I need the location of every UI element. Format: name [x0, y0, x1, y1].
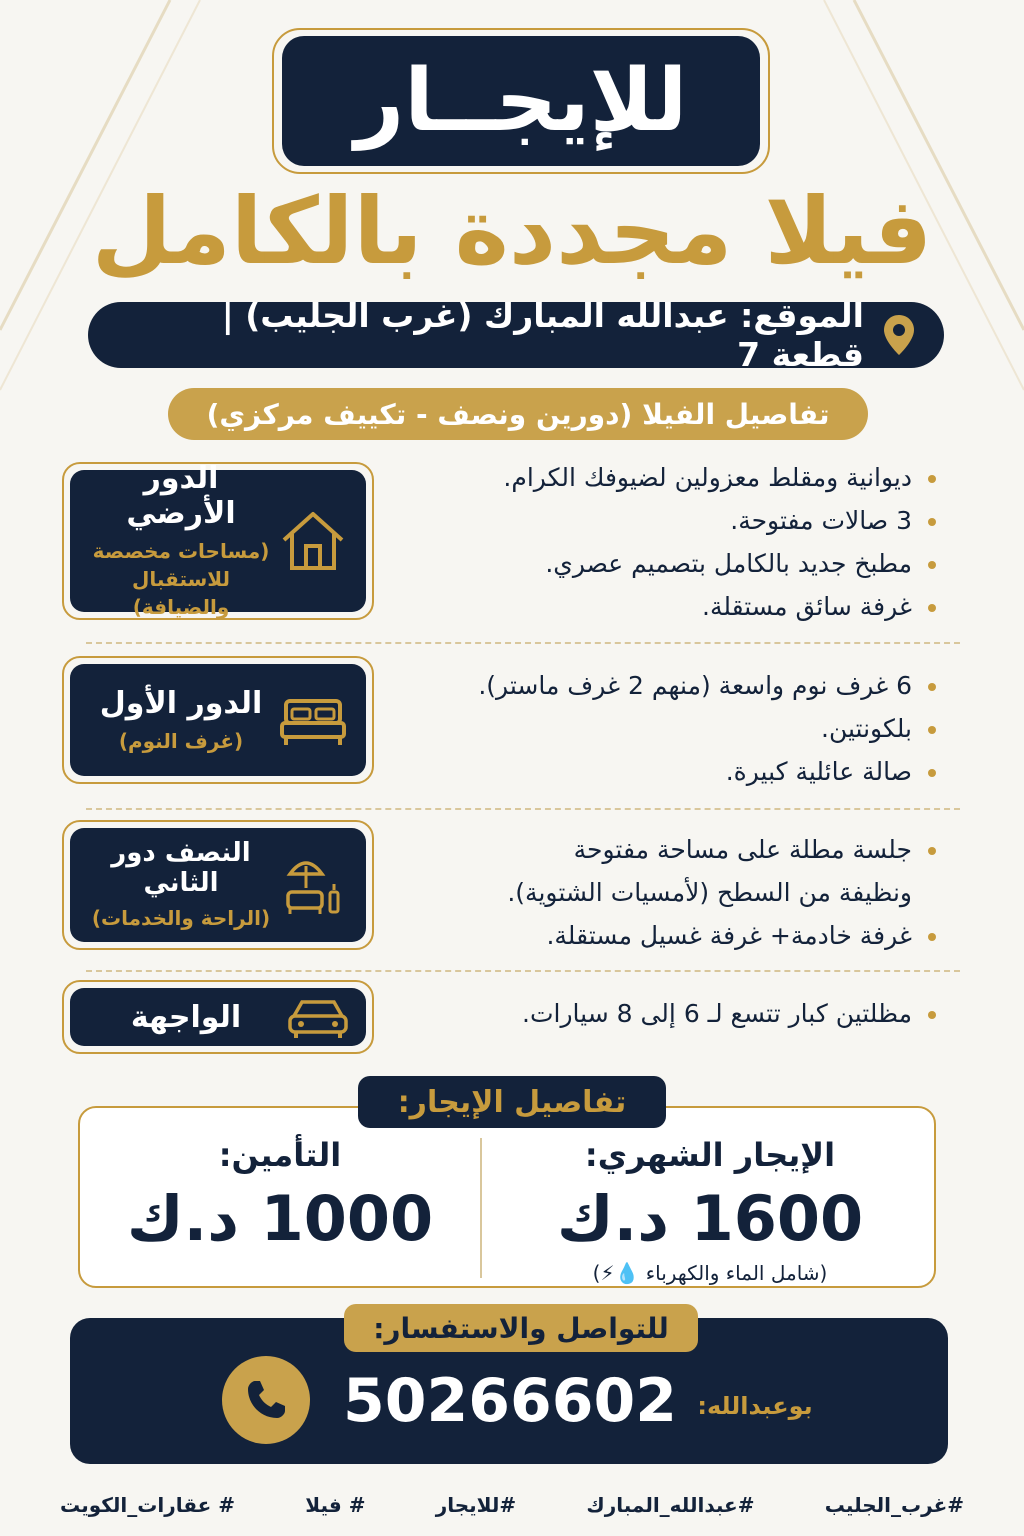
rent-details-title: تفاصيل الإيجار: — [358, 1076, 666, 1128]
deposit — [90, 1136, 470, 1255]
title-badge-text: للإيجــار — [354, 51, 688, 151]
list-item: 6 غرف نوم واسعة (منهم 2 غرف ماستر). — [416, 664, 936, 707]
floor-title: الدور الأول — [99, 685, 263, 721]
hashtag[interactable]: #عبدالله_المبارك — [586, 1493, 755, 1517]
monthly-rent-label: الإيجار الشهري: — [584, 1136, 836, 1174]
ground-floor-list — [416, 456, 936, 628]
list-item: ونظيفة من السطح (لأمسيات الشتوية). — [507, 878, 912, 907]
list-item: غرفة خادمة+ غرفة غسيل مستقلة. — [416, 914, 936, 957]
facade-list — [416, 992, 936, 1035]
floor-title: النصف دور الثاني — [111, 838, 251, 898]
phone-call-button[interactable] — [222, 1356, 310, 1444]
car-icon — [286, 992, 350, 1042]
title-badge — [282, 36, 760, 166]
floor-subtitle: (مساحات مخصصة للاستقبال والضيافة) — [92, 539, 270, 619]
floor-card-half-second — [62, 820, 374, 950]
bed-icon — [276, 683, 350, 757]
phone-number[interactable]: 50266602 — [343, 1366, 677, 1436]
floor-title: الواجهة — [130, 999, 242, 1035]
hashtag[interactable]: #غرب_الجليب — [824, 1493, 964, 1517]
headline: فيلا مجددة بالكامل — [91, 178, 933, 285]
location-pin-icon — [882, 313, 916, 357]
divider — [86, 642, 960, 644]
rent-divider — [480, 1138, 482, 1278]
half-second-floor-list — [416, 828, 936, 957]
contact-title: للتواصل والاستفسار: — [344, 1304, 698, 1352]
divider — [86, 970, 960, 972]
location-bar — [88, 296, 944, 374]
list-item: ديوانية ومقلط معزولين لضيوفك الكرام. — [416, 456, 936, 499]
floor-title: الدور الأرضي — [126, 461, 236, 531]
divider — [86, 808, 960, 810]
deposit-value: 1000 د.ك — [126, 1182, 434, 1255]
house-icon — [276, 504, 350, 578]
hashtag[interactable]: #للايجار — [435, 1493, 517, 1517]
list-item: بلكونتين. — [416, 707, 936, 750]
floor-card-facade — [62, 980, 374, 1054]
list-item: مظلتين كبار تتسع لـ 6 إلى 8 سيارات. — [416, 992, 936, 1035]
floor-subtitle: (الراحة والخدمات) — [91, 906, 271, 930]
list-item: 3 صالات مفتوحة. — [416, 499, 936, 542]
umbrella-lounge-icon — [276, 848, 350, 922]
contact-name: بوعبدالله: — [697, 1392, 813, 1420]
phone-icon — [241, 1375, 291, 1425]
hashtags — [60, 1488, 964, 1522]
deposit-label: التأمين: — [218, 1136, 342, 1174]
floor-card-ground — [62, 462, 374, 620]
hashtag[interactable]: # فيلا — [305, 1493, 366, 1517]
list-item: جلسة مطلة على مساحة مفتوحة — [416, 828, 936, 871]
monthly-rent-note: (شامل الماء والكهرباء 💧⚡) — [592, 1261, 828, 1285]
list-item: مطبخ جديد بالكامل بتصميم عصري. — [416, 542, 936, 585]
floor-subtitle: (غرف النوم) — [118, 728, 244, 753]
hashtag[interactable]: # عقارات_الكويت — [60, 1493, 236, 1517]
location-text: الموقع: عبدالله المبارك (غرب الجليب) | قطعة 7 — [221, 296, 864, 374]
floor-card-first — [62, 656, 374, 784]
villa-details-pill: تفاصيل الفيلا (دورين ونصف - تكييف مركزي) — [168, 388, 868, 440]
monthly-rent-value: 1600 د.ك — [556, 1182, 864, 1255]
list-item: صالة عائلية كبيرة. — [416, 750, 936, 793]
first-floor-list — [416, 664, 936, 793]
monthly-rent — [500, 1136, 920, 1285]
list-item: غرفة سائق مستقلة. — [416, 585, 936, 628]
